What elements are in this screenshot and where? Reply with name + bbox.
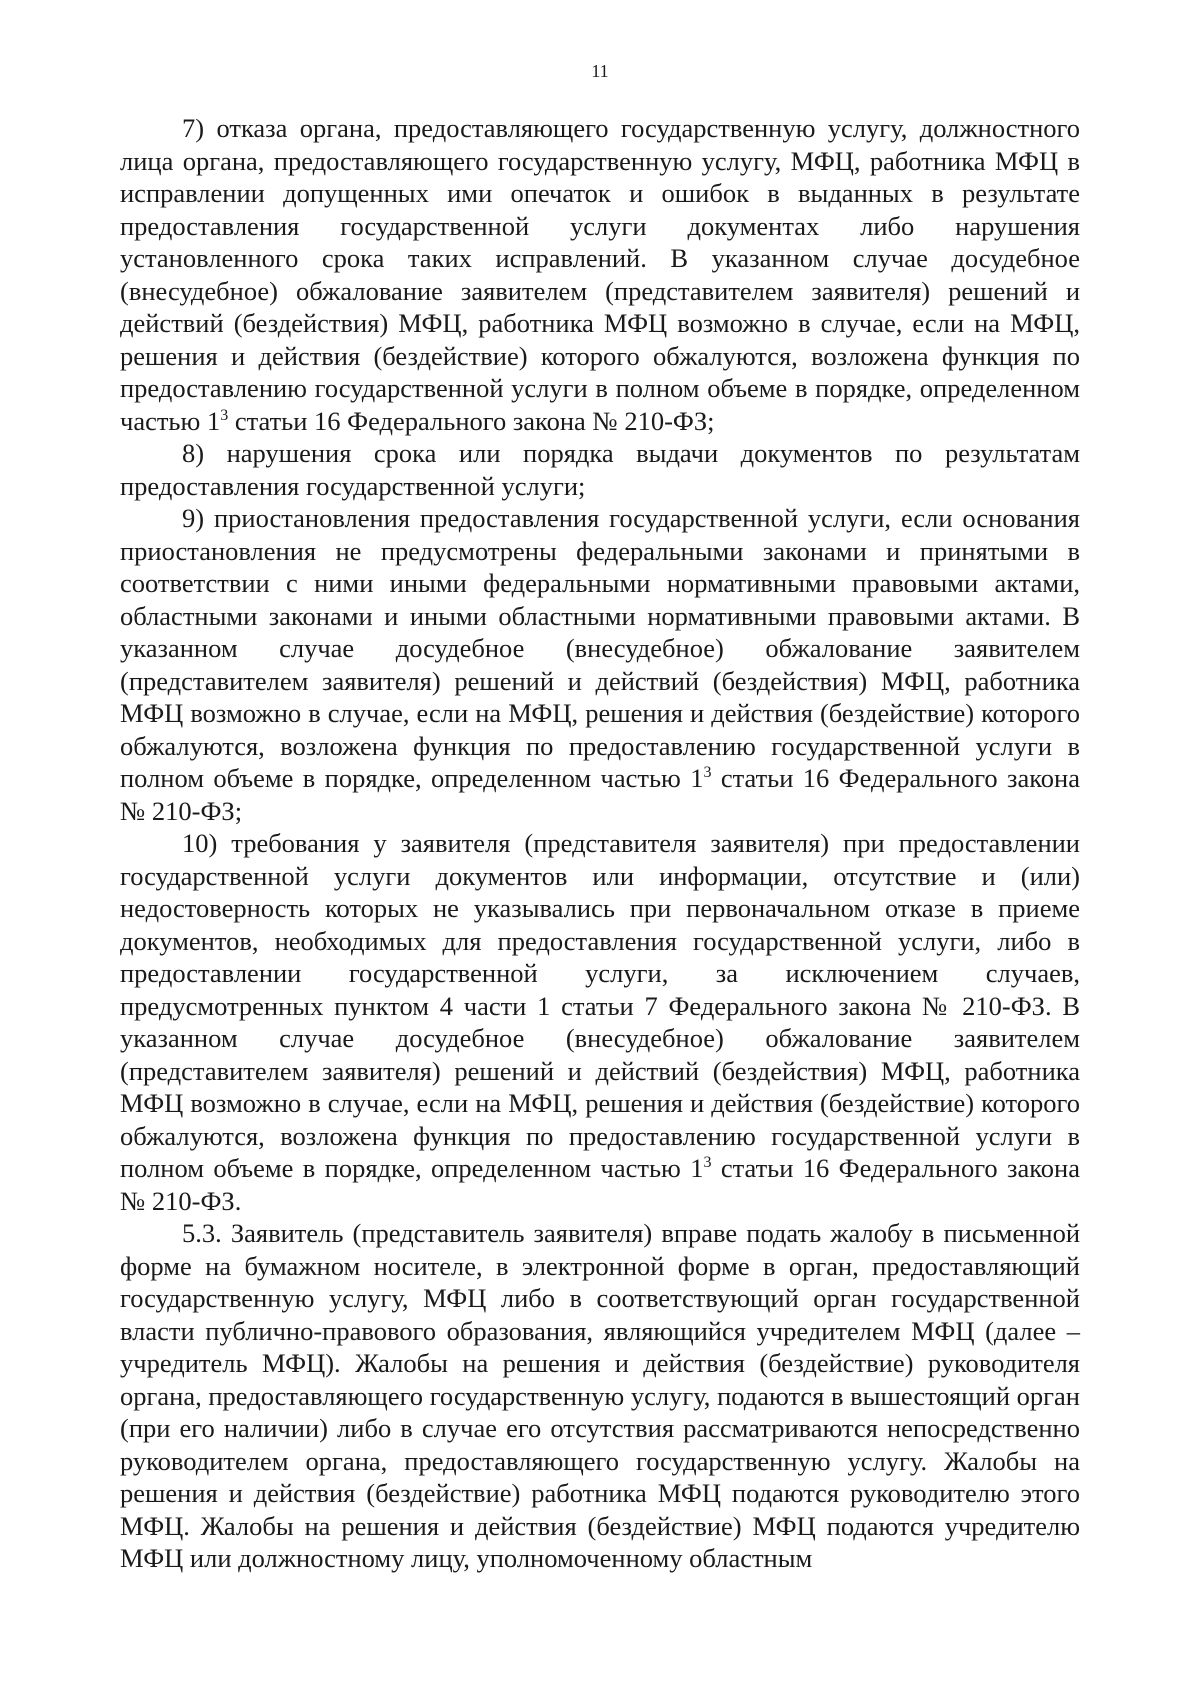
superscript: 3 (703, 764, 712, 782)
paragraph-text: статьи 16 Федерального закона № 210-ФЗ. (120, 1153, 1080, 1216)
paragraph-item-8 (120, 437, 1080, 502)
document-body (120, 112, 1080, 1575)
superscript: 3 (220, 406, 229, 424)
paragraph-text: 7) отказа органа, предоставляющего государственную услугу, должностного лица органа, предоставляющего государственную услугу, МФЦ, работника МФЦ в исправлении допущенных ими опечаток и ошибок в выданных в результате предоставления государственной услуги документах либо нарушения установленного срока таких исправлений. В указанном случае досудебное (внесудебное) обжалование заявителем (представителем заявителя) решений и действий (бездействия) МФЦ, работника МФЦ возможно в случае, если на МФЦ, решения и действия (бездействие) которого обжалуются, возложена функция по предоставлению государственной услуги в полном объеме в порядке, определенном частью 1 (120, 113, 1080, 436)
paragraph-text: 8) нарушения срока или порядка выдачи документов по результатам предоставления государственной услуги; (120, 438, 1080, 501)
paragraph-item-9 (120, 502, 1080, 827)
page-number: 11 (591, 61, 609, 81)
paragraph-text: статьи 16 Федерального закона № 210-ФЗ; (228, 405, 715, 436)
paragraph-text: 10) требования у заявителя (представителя заявителя) при предоставлении государственной услуги документов или информации, отсутствие и (или) недостоверность которых не указывались при первоначальном отказе в приеме документов, необходимых для предоставления государственной услуги, либо в предоставлении государственной услуги, за исключением случаев, предусмотренных пунктом 4 части 1 статьи 7 Федерального закона № 210-ФЗ. В указанном случае досудебное (внесудебное) обжалование заявителем (представителем заявителя) решений и действий (бездействия) МФЦ, работника МФЦ возможно в случае, если на МФЦ, решения и действия (бездействие) которого обжалуются, возложена функция по предоставлению государственной услуги в полном объеме в порядке, определенном частью 1 (120, 828, 1080, 1183)
paragraph-section-5-3 (120, 1217, 1080, 1575)
paragraph-text: статьи 16 Федерального закона № 210-ФЗ; (120, 763, 1080, 826)
superscript: 3 (703, 1154, 712, 1172)
paragraph-text: 5.3. Заявитель (представитель заявителя) вправе подать жалобу в письменной форме на бумажном носителе, в электронной форме в орган, предоставляющий государственную услугу, МФЦ либо в соответствующий орган государственной власти публично-правового образования, являющийся учредителем МФЦ (далее – учредитель МФЦ). Жалобы на решения и действия (бездействие) руководителя органа, предоставляющего государственную услугу, подаются в вышестоящий орган (при его наличии) либо в случае его отсутствия рассматриваются непосредственно руководителем органа, предоставляющего государственную услугу. Жалобы на решения и действия (бездействие) работника МФЦ подаются руководителю этого МФЦ. Жалобы на решения и действия (бездействие) МФЦ подаются учредителю МФЦ или должностному лицу, уполномоченному областным (120, 1218, 1080, 1573)
paragraph-item-7 (120, 112, 1080, 437)
paragraph-item-10 (120, 827, 1080, 1217)
paragraph-text: 9) приостановления предоставления государственной услуги, если основания приостановления не предусмотрены федеральными законами и принятыми в соответствии с ними иными федеральными нормативными правовыми актами, областными законами и иными областными нормативными правовыми актами. В указанном случае досудебное (внесудебное) обжалование заявителем (представителем заявителя) решений и действий (бездействия) МФЦ, работника МФЦ возможно в случае, если на МФЦ, решения и действия (бездействие) которого обжалуются, возложена функция по предоставлению государственной услуги в полном объеме в порядке, определенном частью 1 (120, 503, 1080, 793)
